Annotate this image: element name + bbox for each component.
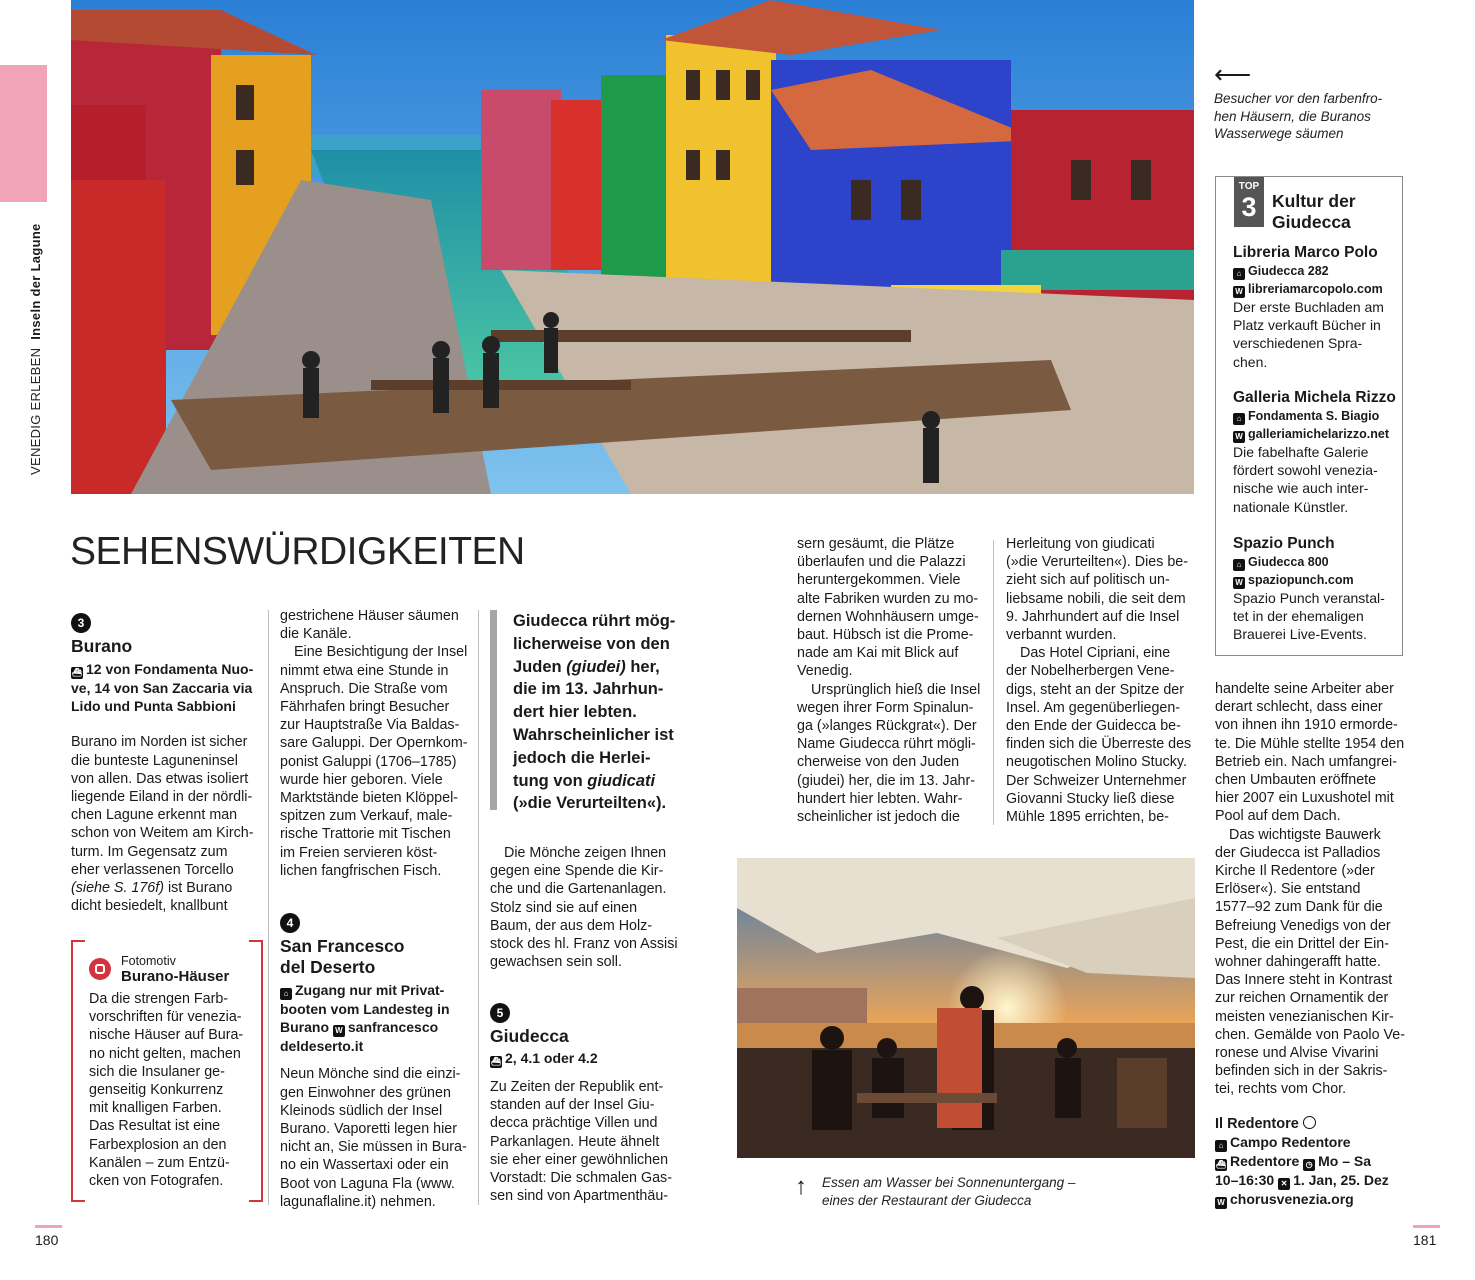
web-icon: W <box>1215 1197 1227 1209</box>
top3-item <box>1233 534 1403 644</box>
web-icon: W <box>333 1025 345 1037</box>
top3-badge <box>1234 177 1264 227</box>
column-6-text <box>1215 680 1415 1099</box>
page-number-right: 181 <box>1413 1232 1437 1248</box>
clock-icon: ◷ <box>1303 1159 1315 1171</box>
column-3-text <box>490 844 685 971</box>
body-line: von ihnen ihn 1910 ermorde- <box>1215 717 1398 734</box>
body-line: derart schlecht, dass einer <box>1215 699 1383 716</box>
body-line: wohner dahingerafft hatte. <box>1215 954 1381 971</box>
closed-icon: ✕ <box>1278 1178 1290 1190</box>
transport-line: 12 von Fondamenta Nuo- <box>86 661 254 677</box>
body-line: nische wie auch inter- <box>1233 480 1369 497</box>
info-closed: 1. Jan, 25. Dez <box>1293 1172 1389 1189</box>
body-line: tet in der ehemaligen <box>1233 608 1364 625</box>
body-line: sen sind von Apartmenthäu- <box>490 1188 669 1205</box>
body-line: handelte seine Arbeiter aber <box>1215 681 1394 697</box>
body-line: Neun Mönche sind die einzi- <box>280 1066 461 1083</box>
burano-entry <box>71 613 261 915</box>
body-line: standen auf der Insel Giu- <box>490 1097 655 1114</box>
item-address: Giudecca 282 <box>1248 264 1329 278</box>
arrow-left-icon: ⟵ <box>1214 59 1252 89</box>
transport-line: ve, 14 von San Zaccaria via <box>71 680 253 696</box>
caption-line: eines der Restaurant der Giudecca <box>822 1192 1032 1208</box>
body-line: Herleitung von giudicati <box>1006 536 1155 552</box>
body-line: spitzen zum Verkauf, male- <box>280 808 453 825</box>
info-address: Campo Redentore <box>1230 1134 1351 1151</box>
location-icon: ⌂ <box>280 988 292 1000</box>
quote-italic: giudicati <box>587 771 656 790</box>
body-line: chen Lagune erkennt man <box>71 807 238 824</box>
entry-transport <box>71 660 261 715</box>
body-line: Ursprünglich hieß die Insel <box>811 681 981 698</box>
body-line: sie eher einer gewöhnlichen <box>490 1151 669 1168</box>
quote-line: (»die Verurteilten«). <box>513 794 667 813</box>
body-line: Das Hotel Cipriani, eine <box>1020 645 1171 662</box>
body-line: Vorstadt: Die schmalen Gas- <box>490 1170 672 1187</box>
quote-line: licherweise von den <box>513 634 670 653</box>
giudecca-entry <box>490 1003 685 1205</box>
entry-number: 4 <box>280 913 300 933</box>
body-line: zur Hauptstraße Via Baldas- <box>280 717 460 734</box>
body-line: von allen. Das etwas isoliert <box>71 770 249 787</box>
quote-line: Wahrscheinlicher ist <box>513 725 674 744</box>
body-line: verbannt wurden. <box>1006 627 1117 644</box>
body-line: che und die Gartenanlagen. <box>490 881 667 898</box>
body-line: liebsame nobili, die seit dem <box>1006 590 1186 607</box>
body-line: meisten venezianischen Kir- <box>1215 1008 1394 1025</box>
body-line: heruntergekommen. Viele <box>797 572 961 589</box>
quote-line <box>513 770 690 793</box>
body-line: Betrieb ein. Nach umfangrei- <box>1215 753 1397 770</box>
body-line: neugotischen Molino Stucky. <box>1006 754 1187 771</box>
running-head <box>28 223 43 475</box>
page-number-left-bar <box>35 1225 62 1228</box>
fotomotiv-title: Burano-Häuser <box>121 968 230 985</box>
top3-item <box>1233 388 1403 516</box>
body-line: Farbexplosion an den <box>89 1136 227 1153</box>
camera-icon <box>89 958 111 980</box>
location-icon: ⌂ <box>1233 268 1245 280</box>
body-line: Platz verkauft Bücher in <box>1233 317 1381 334</box>
body-line: fördert sowohl venezia- <box>1233 462 1378 479</box>
body-line: lichen fangfrischen Fisch. <box>280 862 442 879</box>
badge-label: TOP <box>1238 181 1260 192</box>
quote-italic: (giudei) <box>566 657 626 676</box>
web-icon: W <box>1233 431 1245 443</box>
body-line: finden sich die Überreste des <box>1006 736 1192 753</box>
restaurant-photo-illustration <box>737 858 1195 1158</box>
body-line: Das Innere steht in Kontrast <box>1215 972 1393 989</box>
box-corner <box>71 940 85 942</box>
location-icon: ⌂ <box>1233 559 1245 571</box>
body-line: mit knalligen Farben. <box>89 1100 222 1117</box>
body-line: stock des hl. Franz von Assisi <box>490 936 678 953</box>
item-website[interactable]: spaziopunch.com <box>1248 573 1354 587</box>
body-line: dernen Wohnhäusern umge- <box>797 608 979 625</box>
body-line: ga (»langes Rückgrat«). Der <box>797 718 977 735</box>
body-line: der Giudecca ist Palladios <box>1215 844 1381 861</box>
body-line: alte Fabriken wurden zu mo- <box>797 590 979 607</box>
body-line: digs, steht an der Spitze der <box>1006 681 1185 698</box>
boat-icon: ⛴ <box>490 1057 502 1066</box>
body-line: den Ende der Guidecca be- <box>1006 718 1181 735</box>
body-line: nade am Kai mit Blick auf <box>797 645 959 662</box>
transport-line: 2, 4.1 oder 4.2 <box>505 1050 598 1066</box>
body-line: Der Schweizer Unternehmer <box>1006 772 1187 789</box>
body-line: hier 2007 ein Luxushotel mit <box>1215 790 1394 807</box>
column-4-text <box>797 535 992 826</box>
restaurant-photo <box>737 858 1195 1158</box>
body-line: Pest, die ein Drittel der Ein- <box>1215 935 1390 952</box>
quote-line: Giudecca rührt mög- <box>513 612 676 630</box>
body-line: nationale Künstler. <box>1233 498 1349 515</box>
body-line: Parkanlagen. Heute ähnelt <box>490 1133 660 1150</box>
info-stop: Redentore <box>1230 1153 1300 1170</box>
body-line: te. Die Mühle stellte 1954 den <box>1215 735 1405 752</box>
quote-line: die im 13. Jahrhun- <box>513 680 664 699</box>
box-corner <box>71 1200 85 1202</box>
body-line: chen Umbauten eröffnete <box>1215 772 1377 789</box>
badge-number: 3 <box>1241 192 1257 222</box>
body-line: Der erste Buchladen am <box>1233 299 1384 315</box>
location-icon: ⌂ <box>1215 1140 1227 1152</box>
entry-title: Giudecca <box>490 1026 569 1046</box>
burano-photo-illustration <box>71 0 1194 494</box>
body-line: (»die Verurteilten«). Dies be- <box>1006 554 1188 571</box>
body-line: cherweise von den Juden <box>797 754 960 771</box>
body-line: wurde hier geboren. Viele <box>280 771 443 788</box>
body-line: gen Einwohner des grünen <box>280 1084 451 1101</box>
body-line: no ein Wassertaxi oder ein <box>280 1157 449 1174</box>
body-line: vorschriften für venezia- <box>89 1009 242 1026</box>
entry-body <box>71 733 261 915</box>
item-name: Spazio Punch <box>1233 535 1335 552</box>
body-line: Boot von Laguna Fla (www. <box>280 1175 455 1192</box>
body-line: Kanälen – zum Entzü- <box>89 1154 230 1171</box>
redentore-title <box>1215 1115 1415 1133</box>
info-line: Burano <box>280 1019 329 1036</box>
body-line: baut. Hübsch ist die Prome- <box>797 627 974 644</box>
body-line: cken von Fotografen. <box>89 1173 224 1190</box>
boat-icon: ⛴ <box>1215 1160 1227 1170</box>
body-line: dicht besiedelt, knallbunt <box>71 898 228 915</box>
entry-number: 5 <box>490 1003 510 1023</box>
quote-text <box>513 610 690 815</box>
fotomotiv-label: Fotomotiv <box>121 954 176 968</box>
fotomotiv-box <box>71 940 263 1202</box>
item-address: Fondamenta S. Biagio <box>1248 409 1380 423</box>
web-icon: W <box>1233 577 1245 589</box>
body-line: ponist Galuppi (1706–1785) <box>280 753 457 770</box>
redentore-name: Il Redentore <box>1215 1116 1299 1132</box>
chapter-tab <box>0 65 47 202</box>
body-line: Name Giudecca rührt mögli- <box>797 736 976 753</box>
body-line: chen. <box>1233 353 1268 370</box>
body-line: genseitig Konkurrenz <box>89 1082 224 1099</box>
body-line: im Freien servieren köst- <box>280 844 438 861</box>
boat-icon: ⛴ <box>71 668 83 677</box>
body-line: nimmt etwa eine Stunde in <box>280 662 449 679</box>
body-line: überlaufen und die Palazzi <box>797 554 966 571</box>
quote-fragment: Juden <box>513 657 562 676</box>
body-line: lagunaflaline.it) nehmen. <box>280 1193 436 1210</box>
body-line: no nicht gelten, machen <box>89 1045 241 1062</box>
pull-quote <box>490 610 690 815</box>
body-line: eher verlassenen Torcello <box>71 861 234 878</box>
body-line: gegen eine Spende die Kir- <box>490 863 664 880</box>
body-line: nische Häuser auf Bura- <box>89 1027 244 1044</box>
column-5-text <box>1006 535 1201 826</box>
entry-body <box>280 1065 470 1211</box>
body-line: chen. Gemälde von Paolo Ve- <box>1215 1026 1405 1043</box>
body-line: wegen ihrer Form Spinalun- <box>797 699 974 716</box>
top-caption <box>1214 59 1414 143</box>
church-icon <box>1303 1116 1316 1129</box>
info-line: Zugang nur mit Privat- <box>295 982 445 998</box>
title-line: Kultur der <box>1272 191 1356 211</box>
body-line: scheinlicher ist jedoch die <box>797 809 960 826</box>
title-line: Giudecca <box>1272 212 1351 232</box>
page-number-right-bar <box>1413 1225 1440 1228</box>
entry-number: 3 <box>71 613 91 633</box>
entry-body <box>490 1078 685 1205</box>
body-line: Insel. Am gegenüberliegen- <box>1006 699 1181 716</box>
title-line: San Francesco <box>280 936 405 956</box>
top-caption-line: Wasserwege säumen <box>1214 126 1344 141</box>
location-icon: ⌂ <box>1233 413 1245 425</box>
page-number-left: 180 <box>35 1232 59 1248</box>
quote-line <box>513 656 690 679</box>
body-line: Giovanni Stucky ließ diese <box>1006 790 1175 807</box>
body-line: Die Mönche zeigen Ihnen <box>504 845 667 861</box>
body-line: die bunteste Laguneninsel <box>71 752 238 769</box>
body-line: Befreiung Venedigs von der <box>1215 917 1391 934</box>
redentore-info <box>1215 1115 1415 1209</box>
body-line: 9. Jahrhundert auf die Insel <box>1006 608 1180 625</box>
body-line: Das wichtigste Bauwerk <box>1229 826 1381 843</box>
body-line: Brauerei Live-Events. <box>1233 626 1367 643</box>
website-link[interactable]: sanfrancesco <box>347 1019 439 1036</box>
top3-title <box>1272 191 1356 233</box>
body-line: zieht sich auf politisch un- <box>1006 572 1170 589</box>
body-line: Venedig. <box>797 663 853 680</box>
web-icon: W <box>1233 286 1245 298</box>
body-line: die Kanäle. <box>280 626 352 643</box>
item-name: Galleria Michela Rizzo <box>1233 389 1396 406</box>
body-line: hundert hier lebten. Wahr- <box>797 790 963 807</box>
body-line: rische Trattorie mit Tischen <box>280 826 451 843</box>
item-address: Giudecca 800 <box>1248 555 1329 569</box>
body-line: 1577–92 zum Dank für die <box>1215 899 1383 916</box>
body-line: liegende Eiland in der nördli- <box>71 789 253 806</box>
arrow-up-icon: ↑ <box>795 1173 807 1200</box>
body-line: verschiedenen Spra- <box>1233 335 1363 352</box>
info-days: Mo – Sa <box>1318 1153 1372 1170</box>
body-line: zur reichen Ornamentik der <box>1215 990 1389 1007</box>
entry-transport <box>490 1049 685 1068</box>
body-line: befinden sich in der Sakris- <box>1215 1063 1388 1080</box>
caption-line: Essen am Wasser bei Sonnenuntergang – <box>822 1175 1076 1190</box>
body-line: Eine Besichtigung der Insel <box>294 644 468 661</box>
column-2-text <box>280 607 475 880</box>
top-caption-line: Besucher vor den farbenfro- <box>1214 91 1383 106</box>
body-line: Burano im Norden ist sicher <box>71 734 248 751</box>
column-divider <box>993 540 994 825</box>
body-line: sich die Insulaner ge- <box>89 1063 225 1080</box>
body-line: Da die strengen Farb- <box>89 991 229 1007</box>
body-line: Zu Zeiten der Republik ent- <box>490 1079 664 1095</box>
info-website[interactable]: chorusvenezia.org <box>1230 1191 1354 1208</box>
top-caption-line: hen Häusern, die Buranos <box>1214 108 1371 124</box>
body-line: Anspruch. Die Straße vom <box>280 680 448 697</box>
entry-title <box>280 936 470 978</box>
column-divider <box>478 610 479 1205</box>
running-head-section: VENEDIG ERLEBEN <box>28 347 43 475</box>
body-line: Mühle 1895 errichten, be- <box>1006 809 1169 826</box>
entry-title: Burano <box>71 636 133 656</box>
body-line: (giudei) her, die im 13. Jahr- <box>797 772 975 789</box>
body-line: Fährhafen bringt Besucher <box>280 699 450 716</box>
body-line: schon von Weitem am Kirch- <box>71 825 254 842</box>
body-line: Stolz sind sie auf einen <box>490 899 638 916</box>
page-title: SEHENSWÜRDIGKEITEN <box>70 530 525 573</box>
body-line: sern gesäumt, die Plätze <box>797 536 955 552</box>
fotomotiv-text <box>89 990 259 1190</box>
body-line: Baum, der aus dem Holz- <box>490 917 653 934</box>
san-francesco-entry <box>280 913 470 1211</box>
quote-line: jedoch die Herlei- <box>513 748 651 767</box>
body-line: Kleinods südlich der Insel <box>280 1102 443 1119</box>
website-link[interactable]: deldeserto.it <box>280 1038 364 1055</box>
item-website[interactable]: libreriamarcopolo.com <box>1248 282 1383 296</box>
info-line: booten vom Landesteg in <box>280 1001 450 1017</box>
box-corner <box>249 940 263 942</box>
body-line: Burano. Vaporetti legen hier <box>280 1121 457 1138</box>
body-line: der Nobelherbergen Vene- <box>1006 663 1175 680</box>
item-name: Libreria Marco Polo <box>1233 244 1378 261</box>
cross-reference: (siehe S. 176f) <box>71 880 164 897</box>
top3-box <box>1215 176 1403 656</box>
body-fragment: ist Burano <box>163 880 233 897</box>
body-line: turm. Im Gegensatz zum <box>71 843 228 860</box>
burano-photo <box>71 0 1194 494</box>
body-line: Die fabelhafte Galerie <box>1233 444 1369 460</box>
body-line: Das Resultat ist eine <box>89 1118 221 1135</box>
top3-item <box>1233 243 1403 371</box>
body-line: Marktstände bieten Klöppel- <box>280 790 459 807</box>
bottom-caption <box>795 1174 1095 1209</box>
body-line: Kirche Il Redentore (»der <box>1215 863 1375 880</box>
column-divider <box>268 610 269 1205</box>
body-line: gewachsen sein soll. <box>490 954 622 971</box>
quote-line: dert hier lebten. <box>513 703 637 722</box>
body-line <box>71 879 261 897</box>
quote-fragment: her, <box>625 657 660 676</box>
quote-fragment: tung von <box>513 771 583 790</box>
body-line: Erlöser«). Sie entstand <box>1215 881 1361 898</box>
item-website[interactable]: galleriamichelarizzo.net <box>1248 427 1390 441</box>
body-line: Pool auf dem Dach. <box>1215 808 1341 825</box>
info-hours: 10–16:30 <box>1215 1172 1275 1189</box>
body-line: nicht an, Sie müssen in Bura- <box>280 1139 467 1156</box>
body-line: sare Galuppi. Der Opernkom- <box>280 735 468 752</box>
transport-line: Lido und Punta Sabbioni <box>71 698 236 715</box>
title-line: del Deserto <box>280 957 376 977</box>
body-line: tei, rechts vom Chor. <box>1215 1081 1347 1098</box>
body-line: decca prächtige Villen und <box>490 1115 658 1132</box>
body-line: gestrichene Häuser säumen <box>280 608 459 624</box>
running-head-chapter: Inseln der Lagune <box>28 223 43 340</box>
body-line: Spazio Punch veranstal- <box>1233 590 1385 606</box>
body-line: ronese und Alvise Vivarini <box>1215 1045 1379 1062</box>
quote-bar <box>490 610 497 810</box>
box-corner <box>249 1200 263 1202</box>
entry-info <box>280 981 470 1055</box>
